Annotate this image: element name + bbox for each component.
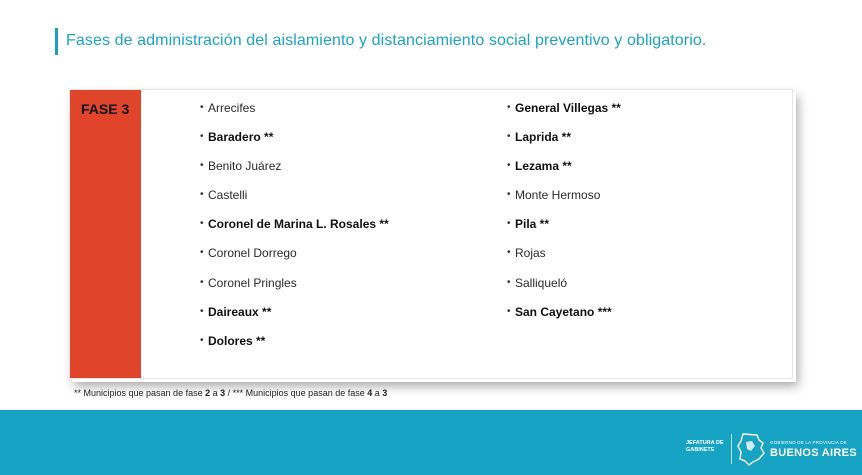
footer-org-line2: GABINETE [686, 447, 715, 453]
municipality-item [507, 276, 621, 305]
municipality-item [507, 217, 621, 246]
municipality-item [200, 276, 389, 305]
bullet-icon: • [507, 189, 511, 201]
footnote-connector-1: a [210, 388, 221, 398]
municipality-item [200, 246, 389, 275]
bullet-icon: • [507, 276, 511, 288]
municipality-item [200, 101, 389, 130]
municipality-item [200, 159, 389, 188]
footnote-phase-from-2: 4 [367, 388, 373, 398]
municipality-item [200, 305, 389, 334]
bullet-icon: • [200, 160, 204, 172]
page-title: Fases de administración del aislamiento y distanciamiento social preventivo y obligatorio. [66, 32, 707, 49]
municipality-name: Coronel de Marina L. Rosales ** [208, 217, 389, 232]
municipality-name: Pila ** [515, 217, 550, 232]
municipality-item [507, 188, 621, 217]
municipality-item [507, 159, 621, 188]
bullet-icon: • [507, 102, 511, 113]
footnote [74, 388, 387, 398]
municipality-name: Coronel Pringles [208, 275, 297, 290]
municipality-name: Baradero ** [208, 130, 274, 145]
bullet-icon: • [200, 247, 204, 259]
footer-org [686, 440, 724, 454]
bullet-icon: • [507, 160, 511, 172]
municipality-item [200, 188, 389, 217]
municipality-name: San Cayetano *** [515, 304, 612, 319]
footnote-text-1: ** Municipios que pasan de fase [74, 388, 206, 398]
municipality-name: Monte Hermoso [515, 188, 601, 203]
title-accent-bar [55, 28, 58, 55]
bullet-icon: • [200, 305, 204, 317]
municipality-name: Arrecifes [208, 101, 256, 115]
bullet-icon: • [200, 131, 204, 143]
footer-divider [731, 434, 732, 464]
municipality-item [200, 130, 389, 159]
municipality-name: Laprida ** [515, 130, 572, 145]
municipality-list-left [200, 101, 389, 363]
footnote-phase-from-1: 2 [205, 388, 211, 398]
footer-gov-line: GOBIERNO DE LA PROVINCIA DE [770, 440, 847, 445]
municipality-item [200, 334, 389, 363]
phase-strip [70, 90, 141, 378]
bullet-icon: • [200, 218, 204, 230]
municipality-name: Lezama ** [515, 159, 572, 174]
phase-label: FASE 3 [81, 101, 130, 117]
municipality-name: Benito Juárez [208, 159, 282, 174]
municipality-item [507, 130, 621, 159]
bullet-icon: • [200, 334, 204, 346]
municipality-item [507, 101, 621, 130]
municipality-name: Dolores ** [208, 333, 266, 348]
bullet-icon: • [507, 247, 511, 259]
municipality-item [507, 305, 621, 334]
bullet-icon: • [200, 102, 204, 113]
footnote-connector-2: a [372, 388, 383, 398]
municipality-name: Castelli [208, 188, 248, 203]
municipality-name: Rojas [515, 246, 546, 261]
footer-org-line1: JEFATURA DE [686, 440, 724, 446]
footer-province-logo: BUENOS AIRES [770, 447, 857, 459]
bullet-icon: • [200, 276, 204, 288]
municipality-item [507, 246, 621, 275]
footnote-phase-to-2: 3 [382, 388, 388, 398]
footnote-text-2: / *** Municipios que pasan de fase [225, 388, 368, 398]
bullet-icon: • [507, 305, 511, 317]
municipality-item [200, 217, 389, 246]
province-map-icon [737, 432, 765, 466]
municipality-list-right [507, 101, 621, 334]
bullet-icon: • [200, 189, 204, 201]
footnote-phase-to-1: 3 [220, 388, 226, 398]
bullet-icon: • [507, 131, 511, 143]
municipality-name: Daireaux ** [208, 304, 272, 319]
municipality-name: Salliqueló [515, 275, 568, 290]
municipality-name: Coronel Dorrego [208, 246, 297, 261]
footer-band [0, 410, 862, 475]
municipality-name: General Villegas ** [515, 101, 621, 115]
bullet-icon: • [507, 218, 511, 230]
phase-card [69, 89, 793, 379]
